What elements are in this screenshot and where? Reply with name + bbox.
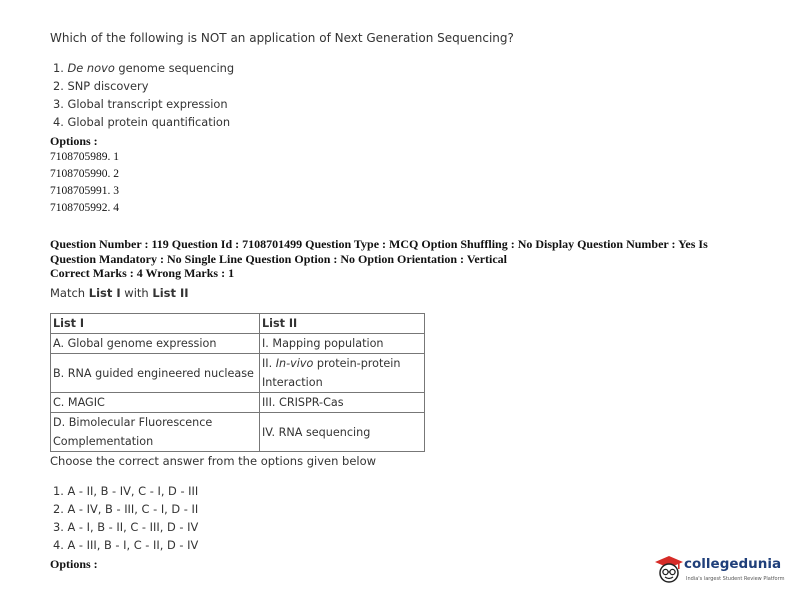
answer-choice: 3. A - I, B - II, C - III, D - IV [53, 520, 199, 534]
question-statement-list [53, 59, 234, 131]
marks-line: Correct Marks : 4 Wrong Marks : 1 [50, 266, 235, 280]
table-header-row [51, 314, 425, 334]
options-heading: Options : [50, 134, 98, 148]
option-id-line: 7108705990. 2 [50, 168, 119, 180]
table-cell: B. RNA guided engineered nuclease [51, 354, 260, 393]
table-header-cell: List II [260, 314, 425, 334]
option-id-line: 7108705992. 4 [50, 202, 119, 214]
logo-tagline: India's largest Student Review Platform [686, 576, 785, 582]
match-table [50, 313, 425, 452]
question-metadata [50, 237, 740, 281]
answer-choice: 1. A - II, B - IV, C - I, D - III [53, 484, 199, 498]
list-item: 4. Global protein quantification [53, 115, 231, 129]
table-header-cell: List I [51, 314, 260, 334]
graduate-mascot-icon [653, 553, 685, 587]
table-cell: C. MAGIC [51, 393, 260, 413]
table-cell: IV. RNA sequencing [260, 413, 425, 452]
list-item: 1. De novo genome sequencing [53, 61, 235, 75]
table-row [51, 354, 425, 393]
options-heading: Options : [50, 557, 98, 571]
table-cell: I. Mapping population [260, 334, 425, 354]
table-row [51, 334, 425, 354]
list-item: 3. Global transcript expression [53, 97, 228, 111]
table-row [51, 413, 425, 452]
table-cell: A. Global genome expression [51, 334, 260, 354]
table-cell: III. CRISPR-Cas [260, 393, 425, 413]
table-cell: II. In-vivo protein-protein Interaction [260, 354, 425, 393]
list-item: 2. SNP discovery [53, 79, 149, 93]
logo-wordmark: collegedunia [684, 556, 782, 572]
table-cell: D. Bimolecular Fluorescence Complementation [51, 413, 260, 452]
option-id-line: 7108705991. 3 [50, 185, 119, 197]
answer-choice: 2. A - IV, B - III, C - I, D - II [53, 502, 199, 516]
question-text: Which of the following is NOT an application of Next Generation Sequencing? [50, 31, 514, 45]
match-instruction: Match List I with List II [50, 286, 189, 300]
answer-choices-list [53, 482, 198, 554]
table-row [51, 393, 425, 413]
option-id-line: 7108705989. 1 [50, 151, 119, 163]
choose-instruction: Choose the correct answer from the options given below [50, 454, 377, 468]
metadata-line: Question Mandatory : No Single Line Question Option : No Option Orientation : Vertical [50, 251, 508, 266]
metadata-line: Question Number : 119 Question Id : 7108701499 Question Type : MCQ Option Shuffling : No Display Question Number : Yes Is [50, 237, 708, 251]
answer-choice: 4. A - III, B - I, C - II, D - IV [53, 538, 199, 552]
